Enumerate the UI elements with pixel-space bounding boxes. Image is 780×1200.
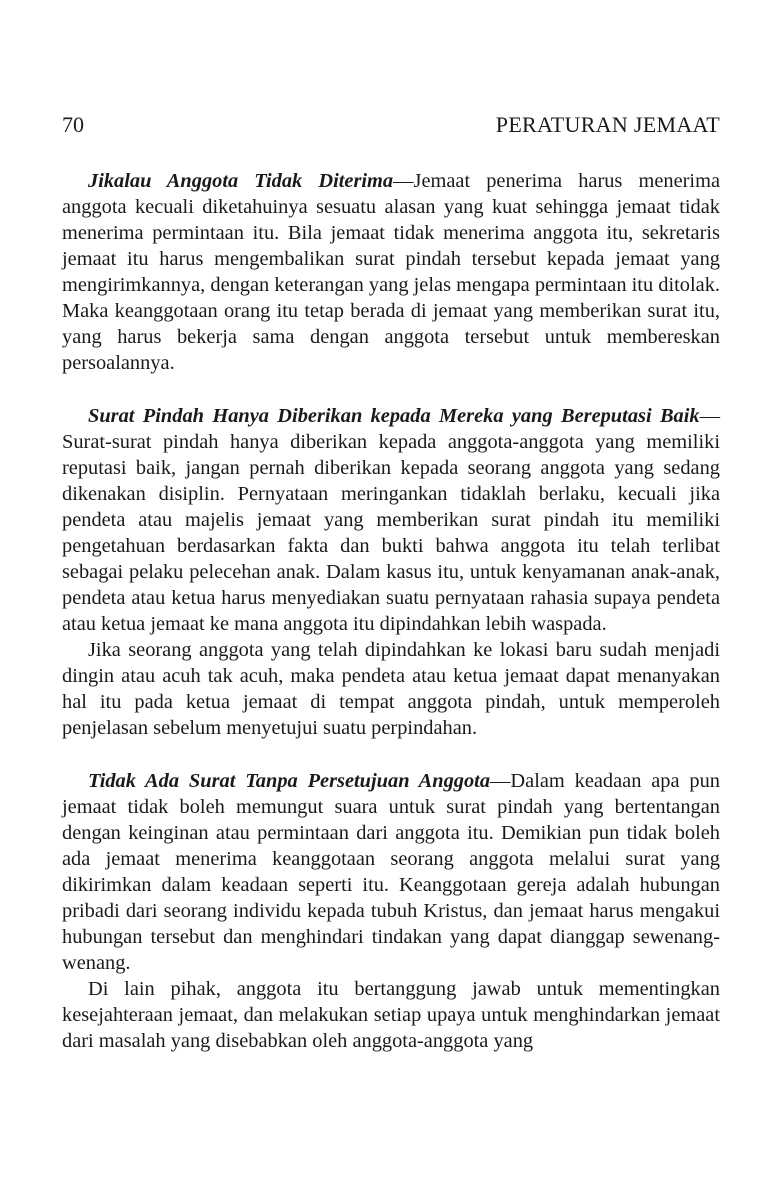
- page-number: 70: [62, 112, 84, 137]
- section-no-letter-without-consent: [62, 768, 720, 1054]
- running-title: PERATURAN JEMAAT: [495, 112, 720, 137]
- section-paragraph: [62, 403, 720, 637]
- section-heading: Tidak Ada Surat Tanpa Persetujuan Anggota: [88, 770, 491, 792]
- section-paragraph: [62, 168, 720, 376]
- body-paragraph: Jika seorang anggota yang telah dipindahkan ke lokasi baru sudah menjadi dingin atau acuh tak acuh, maka pendeta atau ketua jemaat dapat menanyakan hal itu pada ketua jemaat di tempat anggota pindah, untuk memperoleh penjelasan sebelum menyetujui suatu perpindahan.: [62, 639, 720, 739]
- running-header: [62, 112, 720, 138]
- book-page: [62, 112, 720, 1081]
- section-heading: Surat Pindah Hanya Diberikan kepada Mereka yang Bereputasi Baik: [88, 405, 700, 427]
- section-heading: Jikalau Anggota Tidak Diterima: [88, 170, 394, 192]
- body-paragraph: Di lain pihak, anggota itu bertanggung jawab untuk mementingkan kesejahteraan jemaat, dan melakukan setiap upaya untuk menghindarkan jemaat dari masalah yang disebabkan oleh anggota-anggota yang: [62, 978, 720, 1052]
- section-body: —Jemaat penerima harus menerima anggota kecuali diketahuinya sesuatu alasan yang kuat sehingga jemaat tidak menerima permintaan itu. Bila jemaat tidak menerima anggota itu, sekretaris jemaat itu harus mengembalikan surat pindah tersebut kepada jemaat yang mengirimkannya, dengan keterangan yang jelas mengapa permintaan itu ditolak. Maka keanggotaan orang itu tetap berada di jemaat yang memberikan surat itu, yang harus bekerja sama dengan anggota tersebut untuk membereskan persoalannya.: [62, 170, 720, 374]
- section-body: —Dalam keadaan apa pun jemaat tidak boleh memungut suara untuk surat pindah yang bertentangan dengan keinginan atau permintaan dari anggota itu. Demikian pun tidak boleh ada jemaat menerima keanggotaan seorang anggota melalui surat yang dikirimkan dalam keadaan seperti itu. Keanggotaan gereja adalah hubungan pribadi dari seorang individu kepada tubuh Kristus, dan jemaat harus mengakui hubungan tersebut dan menghindari tindakan yang dapat dianggap sewenang-wenang.: [62, 770, 720, 974]
- section-paragraph: [62, 768, 720, 976]
- section-good-standing: [62, 403, 720, 741]
- section-body: —Surat-surat pindah hanya diberikan kepada anggota-anggota yang memiliki reputasi baik, jangan pernah diberikan kepada seorang anggota yang sedang dikenakan disiplin. Pernyataan meringankan tidaklah berlaku, kecuali jika pendeta atau majelis jemaat yang memberikan surat pindah itu memiliki pengetahuan berdasarkan fakta dan bukti bahwa anggota itu telah terlibat sebagai pelaku pelecehan anak. Dalam kasus itu, untuk kenyamanan anak-anak, pendeta atau ketua harus menyediakan suatu pernyataan rahasia supaya pendeta atau ketua jemaat ke mana anggota itu dipindahkan lebih waspada.: [62, 405, 720, 635]
- section-member-not-accepted: [62, 168, 720, 376]
